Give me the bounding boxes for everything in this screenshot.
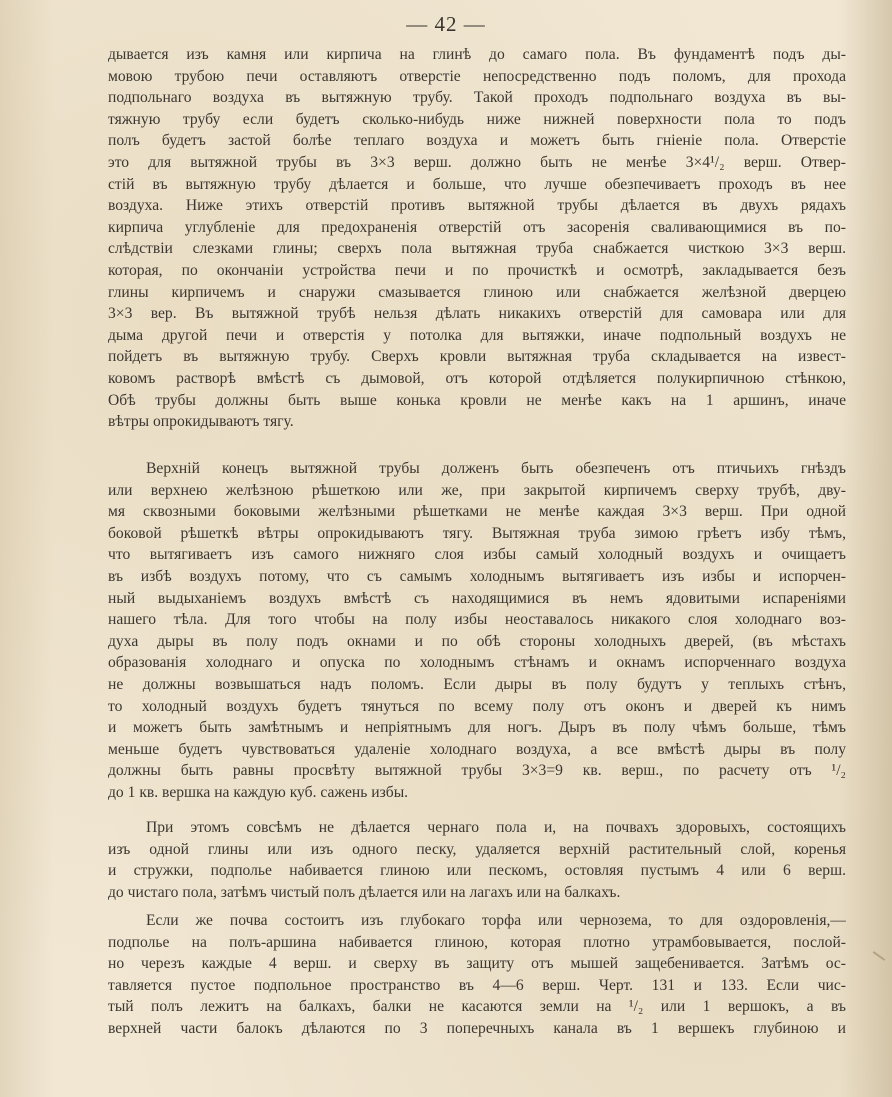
text-line: При этомъ совсѣмъ не дѣлается чернаго пола и, на почвахъ здоровыхъ, состоящихъ xyxy=(146,819,846,836)
text-line: нашего тѣла. Для того чтобы на полу избы неоставалось никакого слоя холоднаго воз- xyxy=(108,611,846,629)
paragraph-4 xyxy=(108,910,846,1040)
page-edge-mark xyxy=(873,951,886,961)
text-line: тавляется пустое подпольное пространство въ 4—6 верш. Черт. 131 и 133. Если чис- xyxy=(108,976,846,994)
text-line: ковомъ растворѣ вмѣстѣ съ дымовой, отъ которой отдѣляется полукирпичною стѣнкою, xyxy=(108,369,846,387)
text-line: стій въ вытяжную трубу дѣлается и больше, что лучше обезпечиваетъ проходъ въ нее xyxy=(108,175,846,193)
paragraph-3 xyxy=(108,817,846,903)
text-line: вѣтры опрокидываютъ тягу. xyxy=(108,413,294,431)
text-line: глины кирпичемъ и снаружи смазывается глиною или снабжается желѣзной дверцею xyxy=(108,283,846,301)
text-line: верхней части балокъ дѣлаются по 3 поперечныхъ канала въ 1 вершекъ глубиною и xyxy=(108,1019,846,1037)
text-line: дыма другой печи и отверстія у потолка для вытяжки, иначе подпольный воздухъ не xyxy=(108,326,846,344)
text-line: и стружки, подполье набивается глиною или пескомъ, остовляя пустымъ 4 или 6 верш. xyxy=(108,862,846,880)
text-line: меньше будетъ чувствоваться удаленіе холоднаго воздуха, а все вмѣстѣ дыры въ полу xyxy=(108,740,846,758)
text-line: боковой рѣшеткѣ вѣтры опрокидываютъ тягу. Вытяжная труба зимою грѣетъ избу тѣмъ, xyxy=(108,524,846,542)
text-line: духа дыры въ полу подъ окнами и по обѣ стороны холодныхъ дверей, (въ мѣстахъ xyxy=(108,632,846,650)
text-line: Обѣ трубы должны быть выше конька кровли не менѣе какъ на 1 аршинъ, иначе xyxy=(108,391,846,409)
text-line: не должны возвышаться надъ поломъ. Если дыры въ полу будутъ у теплыхъ стѣнъ, xyxy=(108,675,846,693)
paragraph-1 xyxy=(108,44,846,433)
text-line: это для вытяжной трубы въ 3×3 верш. должно быть не менѣе 3×4¹/₂ верш. Отвер- xyxy=(108,153,846,171)
text-line: слѣдствіи слезками глины; сверхъ пола вытяжная труба снабжается чисткою 3×3 верш. xyxy=(108,240,846,258)
text-line: но черезъ каждые 4 верш. и сверху въ защиту отъ мышей защебенивается. Затѣмъ ос- xyxy=(108,955,846,973)
text-line: въ избѣ воздухъ потому, что съ самымъ холоднымъ вытягиваетъ изъ избы и испорчен- xyxy=(108,567,846,585)
page-number: — 42 — xyxy=(406,12,486,36)
text-line: тяжную трубу если будетъ сколько-нибудь ниже нижней поверхности пола то подъ xyxy=(108,110,846,128)
text-line: пойдетъ въ вытяжную трубу. Сверхъ кровли вытяжная труба складывается на извест- xyxy=(108,348,846,366)
text-line: подпольнаго воздуха въ вытяжную трубу. Такой проходъ подпольнаго воздуха въ вы- xyxy=(108,89,846,107)
text-line: что вытягиваетъ изъ самого нижняго слоя избы самый холодный воздухъ и очищаетъ xyxy=(108,546,846,564)
text-line: до 1 кв. вершка на каждую куб. сажень избы. xyxy=(108,783,409,801)
text-line: ный выдыханіемъ воздухъ вмѣстѣ съ находящимися въ немъ ядовитыми испареніями xyxy=(108,589,846,607)
paragraph-2 xyxy=(108,458,846,804)
text-line: 3×3 вер. Въ вытяжной трубѣ нельзя дѣлать никакихъ отверстій для самовара или для xyxy=(108,305,846,323)
text-line: должны быть равны просвѣту вытяжной трубы 3×3=9 кв. верш., по расчету отъ ¹/₂ xyxy=(108,762,846,780)
text-line: образованія холоднаго и опуска по холоднымъ стѣнамъ и окнамъ испорченнаго воздуха xyxy=(108,654,846,672)
text-line: тый полъ лежитъ на балкахъ, балки не касаются земли на ¹/₂ или 1 вершокъ, а въ xyxy=(108,998,846,1016)
text-line: полъ будетъ застой болѣе теплаго воздуха и можетъ быть гніеніе пола. Отверстіе xyxy=(108,132,846,150)
text-line: или верхнею желѣзною рѣшеткою или же, при закрытой кирпичемъ сверху трубѣ, дву- xyxy=(108,481,846,499)
text-line: мовою трубою печи оставляютъ отверстіе непосредственно подъ поломъ, для прохода xyxy=(108,67,846,85)
text-line: подполье на полъ-аршина набивается глиною, которая плотно утрамбовывается, послой- xyxy=(108,933,846,951)
text-line: кирпича углубленіе для предохраненія отверстій отъ засоренія сваливающимися въ по- xyxy=(108,218,846,236)
text-line: до чистаго пола, затѣмъ чистый полъ дѣлается или на лагахъ или на балкахъ. xyxy=(108,883,621,901)
text-line: которая, по окончаніи устройства печи и по прочисткѣ и осмотрѣ, закладывается безъ xyxy=(108,261,846,279)
text-line: и можетъ быть замѣтнымъ и непріятнымъ для ногъ. Дыръ въ полу чѣмъ больше, тѣмъ xyxy=(108,719,846,737)
text-line: то холодный воздухъ будетъ тянуться по всему полу отъ оконъ и дверей къ нимъ xyxy=(108,697,846,715)
text-line: Верхній конецъ вытяжной трубы долженъ быть обезпеченъ отъ птичьихъ гнѣздъ xyxy=(146,460,846,477)
text-line: мя сквозными боковыми желѣзными рѣшетками не менѣе каждая 3×3 верш. При одной xyxy=(108,503,846,521)
text-line: воздуха. Ниже этихъ отверстій противъ вытяжной трубы дѣлается въ двухъ рядахъ xyxy=(108,197,846,215)
text-line: Если же почва состоитъ изъ глубокаго торфа или чернозема, то для оздоровленія,— xyxy=(146,912,846,929)
text-line: изъ одной глины или изъ одного песку, удаляется верхній растительный слой, коренья xyxy=(108,840,846,858)
text-line: дывается изъ камня или кирпича на глинѣ до самаго пола. Въ фундаментѣ подъ ды- xyxy=(108,46,846,63)
